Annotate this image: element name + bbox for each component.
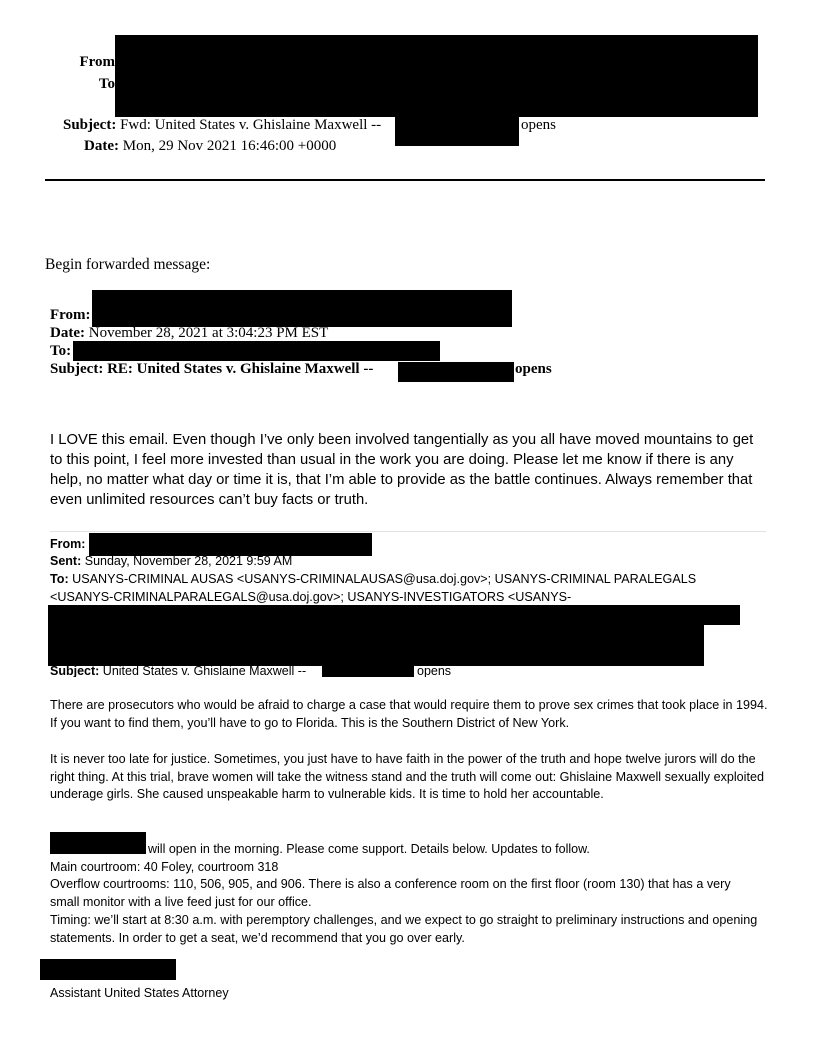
to-label: To xyxy=(98,76,115,92)
opening-line: will open in the morning. Please come support. Details below. Updates to follow. xyxy=(148,842,590,856)
fwd-date-value: November 28, 2021 at 3:04:23 PM EST xyxy=(88,325,329,341)
subject-value: Fwd: United States v. Ghislaine Maxwell -- xyxy=(120,117,382,133)
redaction-block xyxy=(115,35,758,117)
fwd-subject-line xyxy=(50,361,373,378)
main-courtroom-line: Main courtroom: 40 Foley, courtroom 318 xyxy=(50,860,279,874)
subject-label: Subject: xyxy=(63,117,117,133)
subject-tail: opens xyxy=(521,117,556,133)
fwd-subject-value: RE: United States v. Ghislaine Maxwell -- xyxy=(107,361,374,377)
orig-subject-label: Subject: xyxy=(50,664,100,677)
body-paragraph: There are prosecutors who would be afraid to charge a case that would require them to prove sex crimes that took place in 1994. If you want to find them, you’ll have to go to Florida. This is the Southern District of New York. xyxy=(50,698,768,730)
fwd-from-label: From: xyxy=(50,307,91,323)
date-label: Date: xyxy=(84,138,119,154)
orig-to-label: To: xyxy=(50,572,69,586)
date-value: Mon, 29 Nov 2021 16:46:00 +0000 xyxy=(122,138,337,154)
message-divider xyxy=(50,531,766,532)
redaction-block xyxy=(322,663,414,677)
fwd-date-label: Date: xyxy=(50,325,85,341)
orig-sent-value: Sunday, November 28, 2021 9:59 AM xyxy=(84,554,293,568)
orig-sent-label: Sent: xyxy=(50,554,82,568)
orig-subject-value: United States v. Ghislaine Maxwell -- xyxy=(102,664,307,677)
fwd-subject-label: Subject: xyxy=(50,361,104,377)
orig-subject-tail: opens xyxy=(417,664,452,677)
orig-to-value: USANYS-CRIMINAL AUSAS <USANYS-CRIMINALAUSAS@usa.doj.gov>; USANYS-CRIMINAL PARALEGALS <USANYS-CRIMINALPARALEGALS@usa.doj.gov>; USANYS-INVESTIGATORS <USANYS- xyxy=(50,572,697,604)
forward-intro: Begin forwarded message: xyxy=(45,256,211,273)
fwd-date-line xyxy=(50,325,328,342)
overflow-line: Overflow courtrooms: 110, 506, 905, and 906. There is also a conference room on the first floor (room 130) that has a very small monitor with a live feed just for our office. xyxy=(50,877,731,909)
orig-sent-line xyxy=(50,553,292,570)
reply-body: I LOVE this email. Even though I’ve only been involved tangentially as you all have moved mountains to get to this point, I feel more invested than usual in the work you are doing. Please let me know if there is any help, no matter what day or time it is, that I’m able to provide as the battle continues. Always remember that even unlimited resources can’t buy facts or truth. xyxy=(50,432,754,508)
fwd-to-label: To: xyxy=(50,343,72,359)
from-label: From xyxy=(79,54,115,70)
redaction-block xyxy=(48,622,704,666)
fwd-subject-tail: opens xyxy=(515,361,552,377)
orig-from-label: From: xyxy=(50,537,86,551)
redaction-block xyxy=(92,290,512,327)
date-line xyxy=(84,138,336,155)
orig-subject-line xyxy=(50,663,306,677)
timing-line: Timing: we’ll start at 8:30 a.m. with peremptory challenges, and we expect to go straight to preliminary instructions and opening statements. In order to get a seat, we’d recommend that you go over early. xyxy=(50,913,758,945)
signature-title: Assistant United States Attorney xyxy=(50,986,229,1000)
redaction-block xyxy=(73,341,440,361)
subject-line xyxy=(63,117,381,134)
header-divider xyxy=(45,179,765,181)
redaction-block xyxy=(40,959,176,980)
redaction-block xyxy=(50,832,146,854)
redaction-block xyxy=(398,362,514,382)
body-paragraph: It is never too late for justice. Sometimes, you just have to have faith in the power of the truth and hope twelve jurors will do the right thing. At this trial, brave women will take the witness stand and the truth will come out: Ghislaine Maxwell sexually exploited underage girls. She caused unspeakable harm to vulnerable kids. It is time to hold her accountable. xyxy=(50,752,764,801)
redaction-block xyxy=(395,116,519,146)
